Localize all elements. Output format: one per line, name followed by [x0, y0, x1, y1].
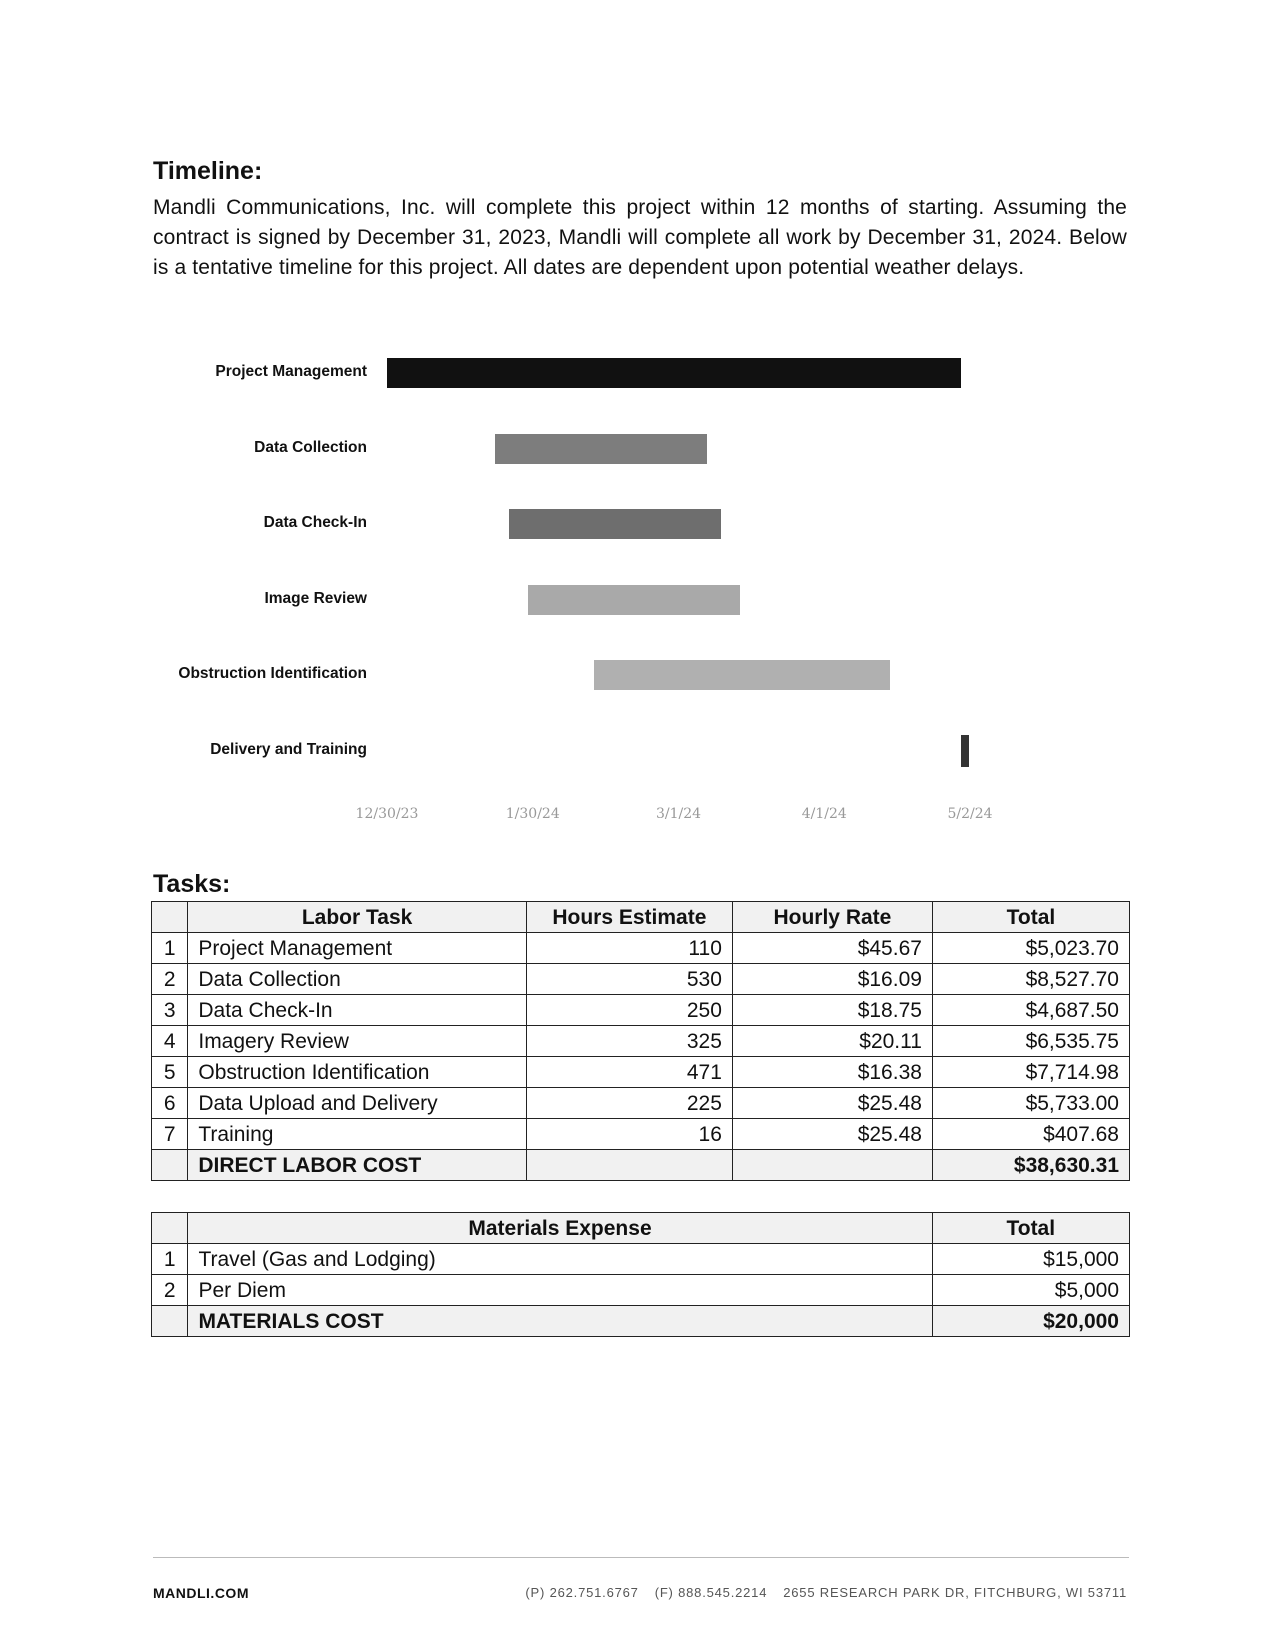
labor-header-total: Total	[932, 902, 1129, 933]
footer-address: 2655 RESEARCH PARK DR, FITCHBURG, WI 53711	[783, 1585, 1127, 1600]
labor-row-total: $5,023.70	[932, 933, 1129, 964]
labor-row-task: Training	[188, 1119, 526, 1150]
materials-header-number	[152, 1213, 188, 1244]
labor-row-rate: $16.38	[732, 1057, 932, 1088]
gantt-bar	[528, 585, 740, 615]
materials-row-total: $5,000	[932, 1275, 1129, 1306]
materials-row	[152, 1275, 1130, 1306]
labor-row-number: 7	[152, 1119, 188, 1150]
labor-row-hours: 225	[526, 1088, 732, 1119]
labor-header-number	[152, 902, 188, 933]
materials-row-item: Per Diem	[188, 1275, 932, 1306]
labor-row-hours: 16	[526, 1119, 732, 1150]
gantt-x-tick: 5/2/24	[947, 806, 993, 822]
labor-row-hours: 325	[526, 1026, 732, 1057]
labor-row-rate: $45.67	[732, 933, 932, 964]
labor-total-label: DIRECT LABOR COST	[188, 1150, 526, 1181]
materials-table	[151, 1212, 1130, 1337]
labor-row	[152, 1026, 1130, 1057]
gantt-x-tick: 1/30/24	[505, 806, 560, 822]
labor-row-total: $5,733.00	[932, 1088, 1129, 1119]
materials-header-total: Total	[932, 1213, 1129, 1244]
labor-header-rate: Hourly Rate	[732, 902, 932, 933]
materials-total-number	[152, 1306, 188, 1337]
labor-row-total: $4,687.50	[932, 995, 1129, 1026]
materials-row-item: Travel (Gas and Lodging)	[188, 1244, 932, 1275]
labor-row-task: Project Management	[188, 933, 526, 964]
labor-total-hours	[526, 1150, 732, 1181]
tasks-heading: Tasks:	[153, 870, 231, 898]
timeline-heading: Timeline:	[153, 157, 263, 185]
labor-total-value: $38,630.31	[932, 1150, 1129, 1181]
labor-table	[151, 901, 1130, 1181]
labor-row-number: 5	[152, 1057, 188, 1088]
labor-row-task: Data Upload and Delivery	[188, 1088, 526, 1119]
gantt-task-label: Project Management	[215, 363, 367, 380]
labor-header-task: Labor Task	[188, 902, 526, 933]
labor-row	[152, 933, 1130, 964]
labor-row-number: 4	[152, 1026, 188, 1057]
timeline-intro-paragraph: Mandli Communications, Inc. will complete this project within 12 months of starting. Assuming the contract is signed by December 31, 2023, Mandli will complete all work by December 31, 2024. Below is a tentative timeline for this project. All dates are dependent upon potential weather delays.	[153, 196, 1127, 279]
materials-row	[152, 1244, 1130, 1275]
footer-fax: (F) 888.545.2214	[654, 1585, 768, 1600]
materials-row-total: $15,000	[932, 1244, 1129, 1275]
gantt-task-label: Obstruction Identification	[178, 665, 367, 682]
labor-row-rate: $18.75	[732, 995, 932, 1026]
labor-row-total: $7,714.98	[932, 1057, 1129, 1088]
footer-contact	[509, 1585, 1127, 1600]
labor-row-rate: $16.09	[732, 964, 932, 995]
labor-row-number: 2	[152, 964, 188, 995]
labor-row	[152, 1119, 1130, 1150]
footer-divider	[153, 1557, 1129, 1558]
labor-row	[152, 1057, 1130, 1088]
labor-row-number: 6	[152, 1088, 188, 1119]
gantt-task-label: Delivery and Training	[210, 740, 367, 758]
footer-phone: (P) 262.751.6767	[525, 1585, 639, 1600]
labor-row-task: Data Collection	[188, 964, 526, 995]
labor-row-hours: 530	[526, 964, 732, 995]
labor-total-rate	[732, 1150, 932, 1181]
labor-row-task: Obstruction Identification	[188, 1057, 526, 1088]
labor-row-number: 1	[152, 933, 188, 964]
labor-row-task: Imagery Review	[188, 1026, 526, 1057]
gantt-x-tick: 3/1/24	[655, 806, 702, 822]
labor-row-total: $8,527.70	[932, 964, 1129, 995]
labor-row-number: 3	[152, 995, 188, 1026]
labor-row-rate: $25.48	[732, 1119, 932, 1150]
gantt-x-tick: 12/30/23	[355, 806, 419, 822]
materials-row-number: 1	[152, 1244, 188, 1275]
labor-row-rate: $25.48	[732, 1088, 932, 1119]
labor-row	[152, 1088, 1130, 1119]
gantt-x-tick: 4/1/24	[801, 806, 847, 822]
labor-row-hours: 110	[526, 933, 732, 964]
materials-total-label: MATERIALS COST	[188, 1306, 932, 1337]
gantt-bar	[495, 434, 707, 464]
gantt-bar	[387, 358, 961, 388]
materials-header-row	[152, 1213, 1130, 1244]
gantt-task-label: Image Review	[264, 589, 367, 607]
gantt-bar	[594, 660, 890, 690]
labor-row-task: Data Check-In	[188, 995, 526, 1026]
materials-row-number: 2	[152, 1275, 188, 1306]
footer-website: MANDLI.COM	[153, 1585, 249, 1601]
labor-row-rate: $20.11	[732, 1026, 932, 1057]
labor-row-total: $407.68	[932, 1119, 1129, 1150]
labor-total-row	[152, 1150, 1130, 1181]
materials-header-expense: Materials Expense	[188, 1213, 932, 1244]
labor-row-total: $6,535.75	[932, 1026, 1129, 1057]
labor-total-number	[152, 1150, 188, 1181]
labor-row-hours: 250	[526, 995, 732, 1026]
materials-total-row	[152, 1306, 1130, 1337]
labor-row-hours: 471	[526, 1057, 732, 1088]
labor-header-row	[152, 902, 1130, 933]
gantt-task-label: Data Check-In	[263, 514, 367, 531]
gantt-bar	[509, 509, 721, 539]
gantt-bar	[961, 735, 969, 767]
labor-header-hours: Hours Estimate	[526, 902, 732, 933]
labor-row	[152, 964, 1130, 995]
labor-row	[152, 995, 1130, 1026]
materials-total-value: $20,000	[932, 1306, 1129, 1337]
gantt-task-label: Data Collection	[254, 438, 367, 456]
